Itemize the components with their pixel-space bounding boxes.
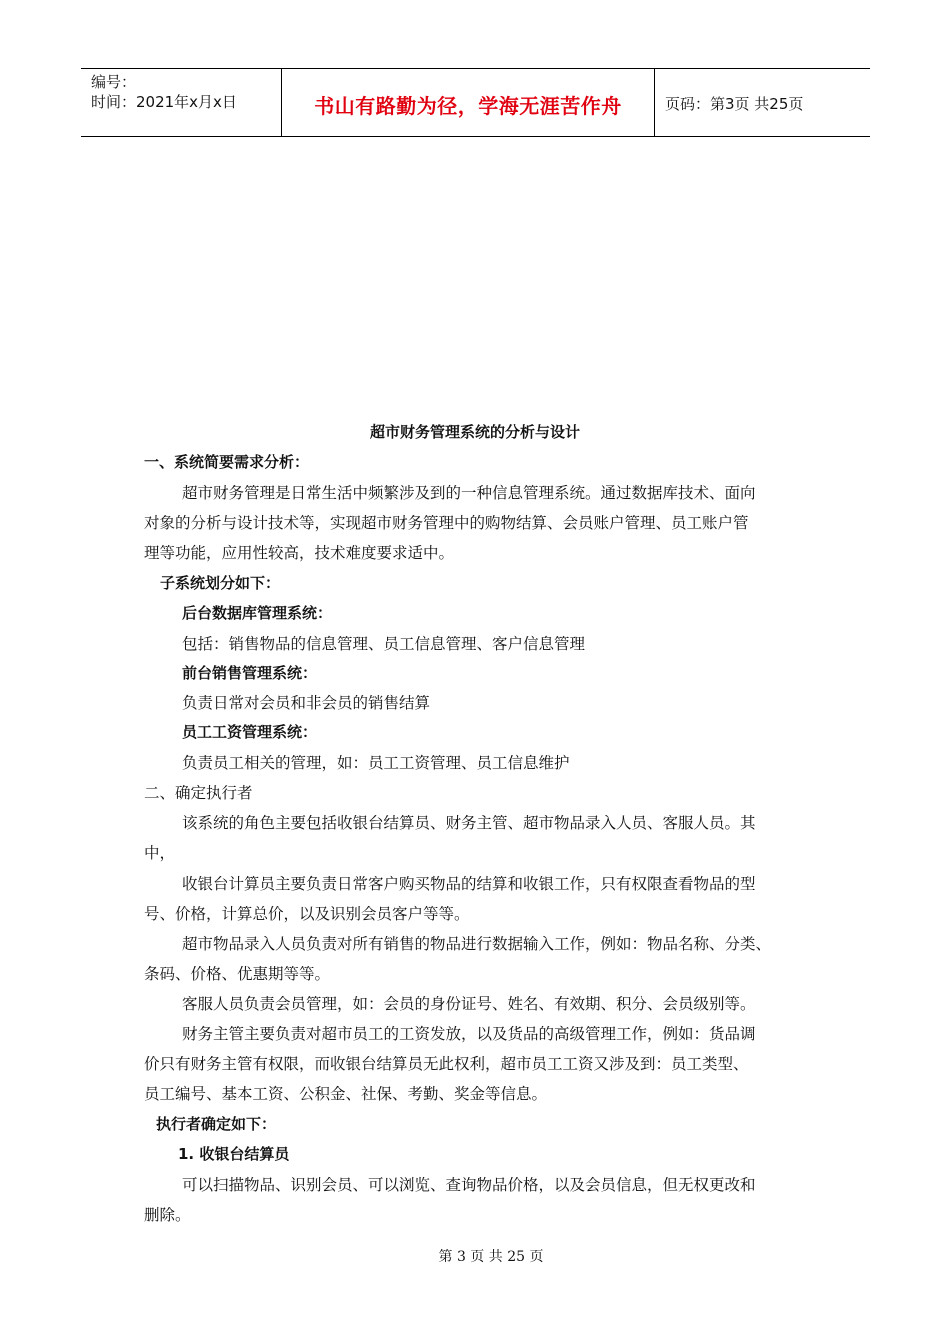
paragraph-line: 负责员工相关的管理，如：员工工资管理、员工信息维护 [182, 754, 570, 772]
subsystem-title-frontend: 前台销售管理系统： [182, 664, 318, 682]
section-heading-1: 一、系统简要需求分析： [144, 453, 310, 471]
document-time-label: 时间：2021年x月x日 [91, 93, 237, 111]
paragraph-line: 超市物品录入人员负责对所有销售的物品进行数据输入工作，例如：物品名称、分类、 [182, 935, 772, 953]
subsystem-title-backend: 后台数据库管理系统： [182, 604, 333, 622]
paragraph-line: 负责日常对会员和非会员的销售结算 [182, 694, 431, 712]
paragraph-line: 条码、价格、优惠期等等。 [144, 965, 331, 983]
paragraph-line: 包括：销售物品的信息管理、员工信息管理、客户信息管理 [182, 635, 586, 653]
header-page-number: 页码：第3页 共25页 [665, 95, 804, 113]
paragraph-line: 删除。 [144, 1206, 191, 1224]
subsystem-title-payroll: 员工工资管理系统： [182, 723, 318, 741]
paragraph-line: 收银台计算员主要负责日常客户购买物品的结算和收银工作，只有权限查看物品的型 [182, 875, 756, 893]
paragraph-line: 号、价格，计算总价，以及识别会员客户等等。 [144, 905, 470, 923]
section-heading-2: 二、确定执行者 [144, 784, 253, 802]
actor-title-cashier: 1. 收银台结算员 [178, 1145, 290, 1163]
paragraph-line: 价只有财务主管有权限，而收银台结算员无此权利，超市员工工资又涉及到：员工类型、 [144, 1055, 749, 1073]
document-title: 超市财务管理系统的分析与设计 [369, 423, 580, 441]
paragraph-line: 可以扫描物品、识别会员、可以浏览、查询物品价格，以及会员信息，但无权更改和 [182, 1176, 756, 1194]
actors-heading: 执行者确定如下： [156, 1115, 277, 1133]
paragraph-line: 该系统的角色主要包括收银台结算员、财务主管、超市物品录入人员、客服人员。其 [182, 814, 756, 832]
paragraph-line: 客服人员负责会员管理，如：会员的身份证号、姓名、有效期、积分、会员级别等。 [182, 995, 756, 1013]
paragraph-line: 理等功能，应用性较高，技术难度要求适中。 [144, 544, 455, 562]
document-number-label: 编号： [91, 73, 137, 91]
header-motto: 书山有路勤为径，学海无涯苦作舟 [282, 69, 655, 136]
header-meta-cell [81, 69, 282, 136]
header-table [81, 68, 870, 137]
paragraph-line: 员工编号、基本工资、公积金、社保、考勤、奖金等信息。 [144, 1085, 548, 1103]
subsystem-heading: 子系统划分如下： [160, 574, 281, 592]
paragraph-line: 中， [144, 844, 176, 862]
paragraph-line: 超市财务管理是日常生活中频繁涉及到的一种信息管理系统。通过数据库技术、面向 [182, 484, 756, 502]
paragraph-line: 财务主管主要负责对超市员工的工资发放，以及货品的高级管理工作，例如：货品调 [182, 1025, 756, 1043]
page-footer: 第 3 页 共 25 页 [438, 1249, 544, 1265]
paragraph-line: 对象的分析与设计技术等，实现超市财务管理中的购物结算、会员账户管理、员工账户管 [144, 514, 749, 532]
